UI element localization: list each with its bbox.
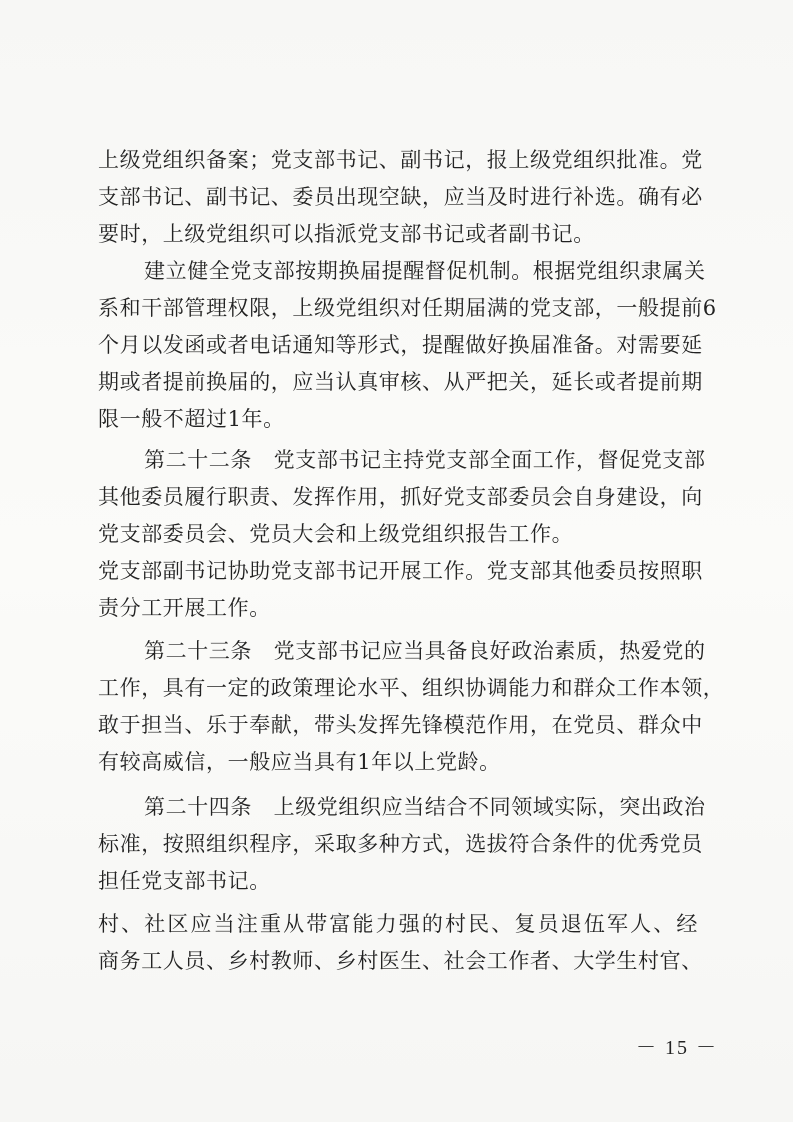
text-line: 限一般不超过1年。 [98,407,285,431]
text-line: 工作，具有一定的政策理论水平、组织协调能力和群众工作本领， [98,676,725,700]
article-23-heading-line: 第二十三条 党支部书记应当具备良好政治素质，热爱党的 [144,639,706,663]
text-line: 村、社区应当注重从带富能力强的村民、复员退伍军人、经 [98,912,698,936]
text-line: 有较高威信，一般应当具有1年以上党龄。 [98,750,501,774]
page-number: － 15 － [636,1037,718,1059]
text-line: 党支部副书记协助党支部书记开展工作。党支部其他委员按照职 [98,559,703,583]
text-line: 其他委员履行职责、发挥作用，抓好党支部委员会自身建设，向 [98,485,703,509]
text-line: 上级党组织备案；党支部书记、副书记，报上级党组织批准。党 [98,148,703,172]
text-line: 建立健全党支部按期换届提醒督促机制。根据党组织隶属关 [144,259,706,283]
text-line: 敢于担当、乐于奉献，带头发挥先锋模范作用，在党员、群众中 [98,713,703,737]
article-22-heading-line: 第二十二条 党支部书记主持党支部全面工作，督促党支部 [144,448,706,472]
text-line: 商务工人员、乡村教师、乡村医生、社会工作者、大学生村官、 [98,949,703,973]
text-line: 支部书记、副书记、委员出现空缺，应当及时进行补选。确有必 [98,185,703,209]
text-line: 期或者提前换届的，应当认真审核、从严把关，延长或者提前期 [98,370,703,394]
text-line: 责分工开展工作。 [98,596,271,620]
text-line: 要时，上级党组织可以指派党支部书记或者副书记。 [98,222,595,246]
text-line: 担任党支部书记。 [98,869,271,893]
text-line: 标准，按照组织程序，采取多种方式，选拔符合条件的优秀党员 [98,832,703,856]
text-line: 系和干部管理权限，上级党组织对任期届满的党支部，一般提前6 [98,296,717,320]
article-24-heading-line: 第二十四条 上级党组织应当结合不同领域实际，突出政治 [144,795,706,819]
text-line: 个月以发函或者电话通知等形式，提醒做好换届准备。对需要延 [98,333,703,357]
text-line: 党支部委员会、党员大会和上级党组织报告工作。 [98,522,574,546]
